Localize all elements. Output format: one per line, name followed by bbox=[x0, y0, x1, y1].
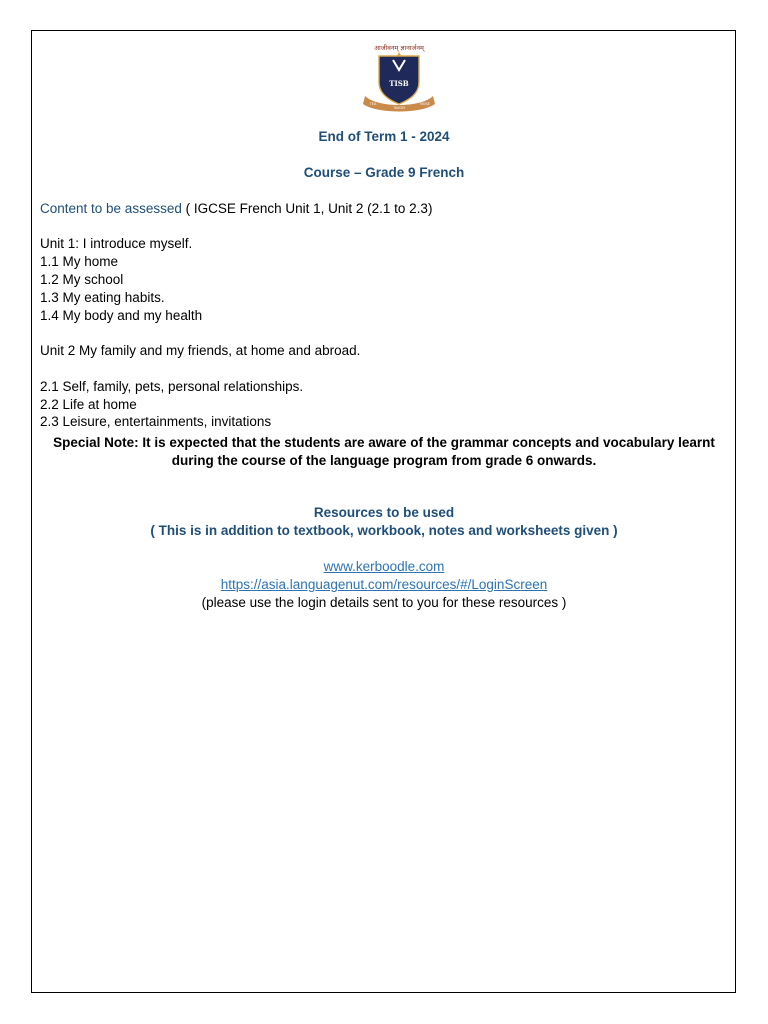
unit2-item: 2.3 Leisure, entertainments, invitations bbox=[40, 414, 272, 429]
resource-link-wrap bbox=[0, 558, 768, 576]
unit2-title: Unit 2 My family and my friends, at home and abroad. bbox=[40, 343, 361, 358]
logo-ribbon-center: TAKON bbox=[393, 106, 405, 110]
logo-motto: आजीवनम् ज्ञानार्जनम् bbox=[374, 44, 424, 52]
kerboodle-link[interactable]: www.kerboodle.com bbox=[323, 559, 445, 574]
unit1-item: 1.4 My body and my health bbox=[40, 308, 203, 323]
course-title: Course – Grade 9 French bbox=[303, 165, 465, 180]
resources-title: Resources to be used bbox=[313, 505, 455, 520]
special-note-line2: during the course of the language program from grade 6 onwards. bbox=[171, 453, 597, 468]
logo-letters: TISB bbox=[389, 79, 409, 88]
logo-ribbon-right: NOSE bbox=[420, 102, 430, 106]
assessment-label: Content to be assessed bbox=[40, 201, 182, 216]
unit1-item: 1.2 My school bbox=[40, 272, 124, 287]
login-note: (please use the login details sent to you for these resources ) bbox=[201, 595, 567, 610]
assessment-detail: ( IGCSE French Unit 1, Unit 2 (2.1 to 2.3) bbox=[181, 201, 433, 216]
logo-ribbon-left: TEA bbox=[369, 102, 377, 106]
assessment-line bbox=[40, 200, 432, 218]
languagenut-link[interactable]: https://asia.languagenut.com/resources/#/LoginScreen bbox=[220, 577, 548, 592]
unit1-item: 1.1 My home bbox=[40, 254, 119, 269]
unit2-item: 2.2 Life at home bbox=[40, 397, 137, 412]
resources-subtitle: ( This is in addition to textbook, workbook, notes and worksheets given ) bbox=[150, 523, 618, 538]
school-logo bbox=[355, 42, 443, 112]
special-note-line1: Special Note: It is expected that the students are aware of the grammar concepts and vocabulary learnt bbox=[53, 435, 715, 450]
unit2-item: 2.1 Self, family, pets, personal relationships. bbox=[40, 379, 304, 394]
term-title: End of Term 1 - 2024 bbox=[318, 129, 450, 144]
resource-link-wrap bbox=[0, 576, 768, 594]
unit1-title: Unit 1: I introduce myself. bbox=[40, 236, 193, 251]
unit1-item: 1.3 My eating habits. bbox=[40, 290, 165, 305]
